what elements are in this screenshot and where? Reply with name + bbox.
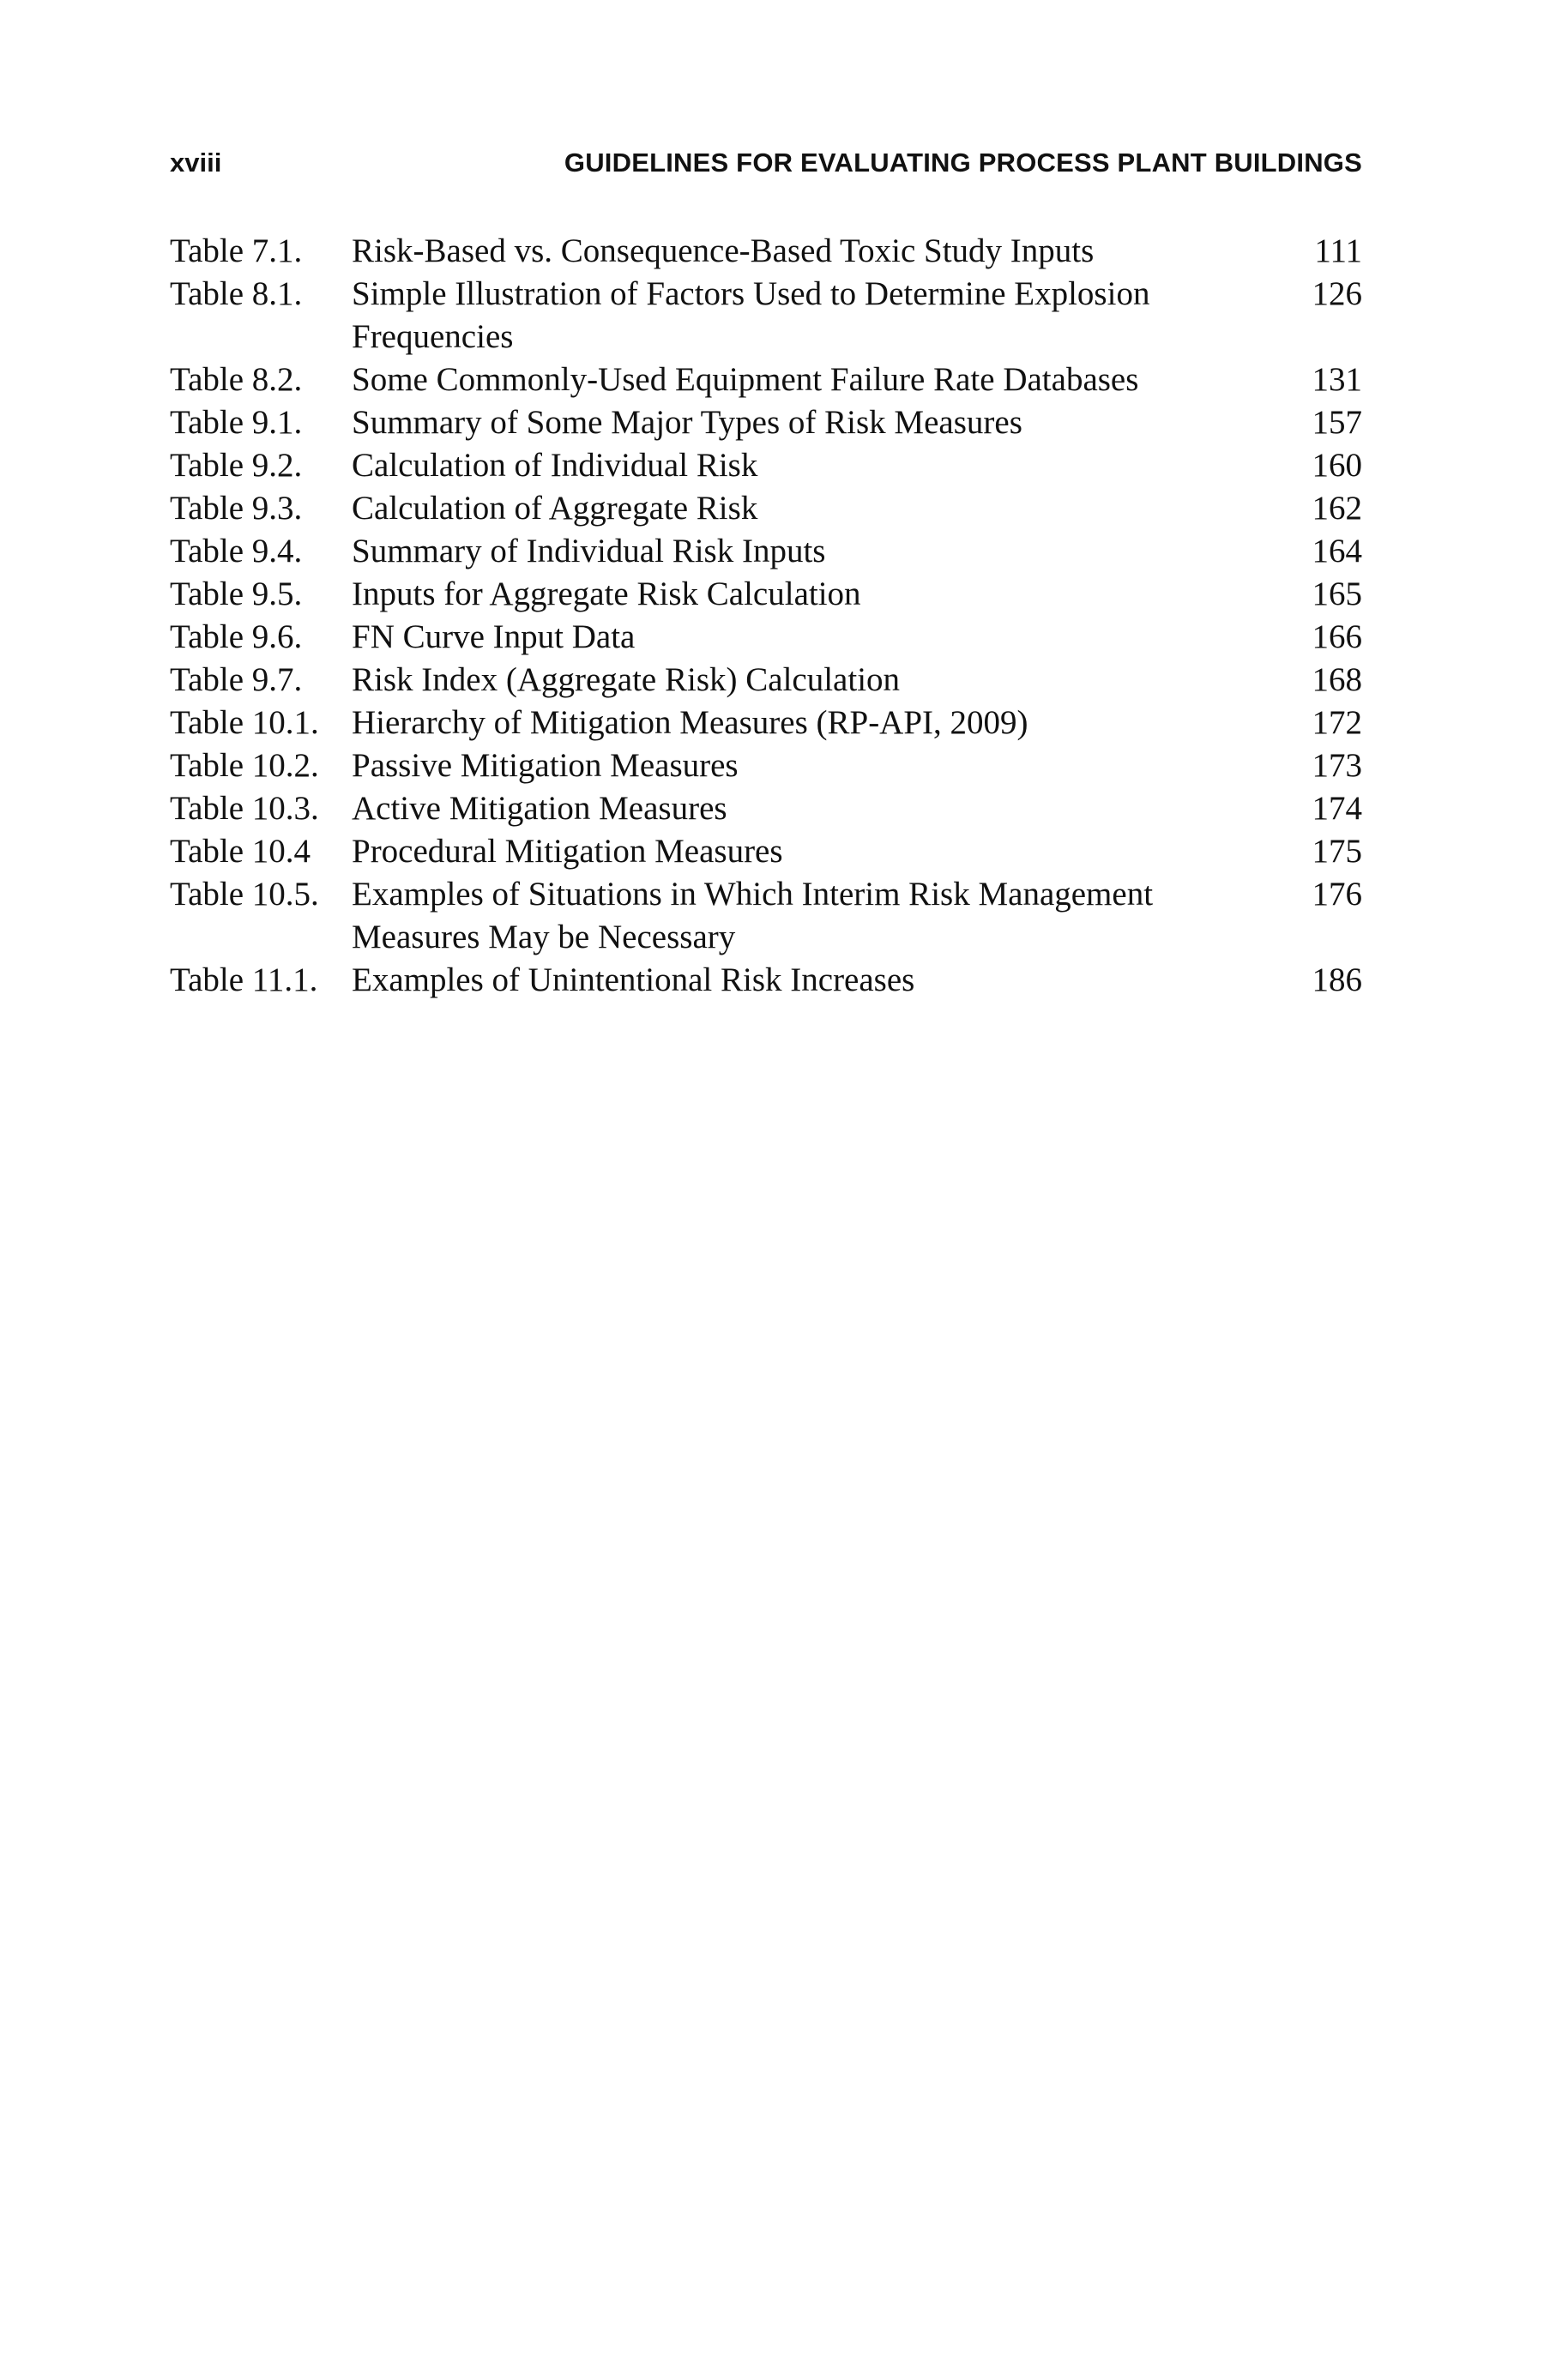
toc-entry-title bbox=[352, 444, 1227, 487]
toc-entry-title bbox=[352, 959, 1227, 1002]
toc-entry-title bbox=[352, 359, 1227, 401]
toc-entry-title bbox=[352, 401, 1227, 444]
toc-entry-title bbox=[352, 744, 1227, 787]
toc-entry bbox=[170, 744, 1362, 787]
toc-entry bbox=[170, 401, 1362, 444]
toc-entry bbox=[170, 487, 1362, 530]
toc-entry-label: Table 10.3. bbox=[170, 790, 319, 827]
toc-entry bbox=[170, 273, 1362, 359]
toc-entry bbox=[170, 616, 1362, 659]
toc-entry-page-number: 111 bbox=[1314, 232, 1362, 269]
toc-entry-page-number: 172 bbox=[1312, 704, 1362, 741]
toc-entry bbox=[170, 230, 1362, 273]
toc-entry-page-number: 160 bbox=[1312, 447, 1362, 484]
running-title: GUIDELINES FOR EVALUATING PROCESS PLANT BUILDINGS bbox=[564, 148, 1362, 178]
toc-entry-title bbox=[352, 830, 1227, 873]
toc-entry bbox=[170, 959, 1362, 1002]
toc-entry-title-line: Simple Illustration of Factors Used to Determine Explosion bbox=[352, 275, 1150, 312]
toc-entry bbox=[170, 787, 1362, 830]
toc-entry-label: Table 11.1. bbox=[170, 961, 318, 998]
toc-entry-title-line: Examples of Unintentional Risk Increases bbox=[352, 961, 915, 998]
toc-entry-title-line: Hierarchy of Mitigation Measures (RP-API, 2009) bbox=[352, 704, 1028, 741]
toc-entry-page-number: 131 bbox=[1312, 361, 1362, 398]
toc-entry bbox=[170, 573, 1362, 616]
toc-entry-title-line: Calculation of Individual Risk bbox=[352, 447, 758, 484]
toc-entry-page-number: 126 bbox=[1312, 275, 1362, 312]
toc-entry-title bbox=[352, 787, 1227, 830]
toc-entry-title bbox=[352, 573, 1227, 616]
toc-entry-page-number: 164 bbox=[1312, 533, 1362, 569]
list-of-tables bbox=[170, 230, 1362, 1002]
toc-entry-page-number: 176 bbox=[1312, 876, 1362, 913]
toc-entry-label: Table 8.1. bbox=[170, 275, 303, 312]
toc-entry-page-number: 157 bbox=[1312, 404, 1362, 441]
page-header bbox=[170, 144, 1362, 182]
toc-entry-title bbox=[352, 230, 1227, 273]
toc-entry-label: Table 9.1. bbox=[170, 404, 303, 441]
toc-entry-label: Table 9.3. bbox=[170, 490, 303, 527]
toc-entry-title-line: Summary of Individual Risk Inputs bbox=[352, 533, 826, 569]
toc-entry bbox=[170, 830, 1362, 873]
toc-entry-title-line: Passive Mitigation Measures bbox=[352, 747, 739, 784]
toc-entry-label: Table 9.7. bbox=[170, 661, 303, 698]
toc-entry bbox=[170, 659, 1362, 702]
toc-entry-title bbox=[352, 273, 1227, 359]
toc-entry-title-line: Risk Index (Aggregate Risk) Calculation bbox=[352, 661, 901, 698]
toc-entry bbox=[170, 702, 1362, 744]
toc-entry-title-line: Calculation of Aggregate Risk bbox=[352, 490, 758, 527]
toc-entry-page-number: 175 bbox=[1312, 833, 1362, 870]
page-number: xviii bbox=[170, 148, 222, 178]
toc-entry-label: Table 9.4. bbox=[170, 533, 303, 569]
toc-entry-page-number: 174 bbox=[1312, 790, 1362, 827]
toc-entry bbox=[170, 530, 1362, 573]
toc-entry-page-number: 168 bbox=[1312, 661, 1362, 698]
toc-entry-title-line: Inputs for Aggregate Risk Calculation bbox=[352, 575, 861, 612]
toc-entry-title bbox=[352, 616, 1227, 659]
toc-entry bbox=[170, 359, 1362, 401]
toc-entry bbox=[170, 444, 1362, 487]
toc-entry-title-line: Examples of Situations in Which Interim Risk Management bbox=[352, 876, 1154, 913]
toc-entry-page-number: 186 bbox=[1312, 961, 1362, 998]
toc-entry-label: Table 10.5. bbox=[170, 876, 319, 913]
toc-entry-title-line: Measures May be Necessary bbox=[352, 919, 736, 955]
toc-entry-title bbox=[352, 659, 1227, 702]
toc-entry-label: Table 7.1. bbox=[170, 232, 303, 269]
toc-entry-label: Table 10.4 bbox=[170, 833, 311, 870]
toc-entry-title bbox=[352, 530, 1227, 573]
toc-entry-title bbox=[352, 487, 1227, 530]
toc-entry-title-line: Summary of Some Major Types of Risk Measures bbox=[352, 404, 1022, 441]
toc-entry-page-number: 162 bbox=[1312, 490, 1362, 527]
toc-entry-title-line: Active Mitigation Measures bbox=[352, 790, 727, 827]
toc-entry-title-line: Procedural Mitigation Measures bbox=[352, 833, 783, 870]
toc-entry-label: Table 8.2. bbox=[170, 361, 303, 398]
toc-entry-title-line: Some Commonly-Used Equipment Failure Rate Databases bbox=[352, 361, 1139, 398]
toc-entry-title-line: FN Curve Input Data bbox=[352, 618, 636, 655]
toc-entry-title bbox=[352, 702, 1227, 744]
toc-entry-label: Table 10.2. bbox=[170, 747, 319, 784]
toc-entry-label: Table 9.5. bbox=[170, 575, 303, 612]
toc-entry-page-number: 165 bbox=[1312, 575, 1362, 612]
toc-entry-title-line: Frequencies bbox=[352, 318, 514, 355]
toc-entry-label: Table 9.6. bbox=[170, 618, 303, 655]
toc-entry-label: Table 10.1. bbox=[170, 704, 319, 741]
toc-entry-title bbox=[352, 873, 1227, 959]
toc-entry-page-number: 166 bbox=[1312, 618, 1362, 655]
toc-entry-page-number: 173 bbox=[1312, 747, 1362, 784]
toc-entry-title-line: Risk-Based vs. Consequence-Based Toxic Study Inputs bbox=[352, 232, 1095, 269]
toc-entry-label: Table 9.2. bbox=[170, 447, 303, 484]
toc-entry bbox=[170, 873, 1362, 959]
